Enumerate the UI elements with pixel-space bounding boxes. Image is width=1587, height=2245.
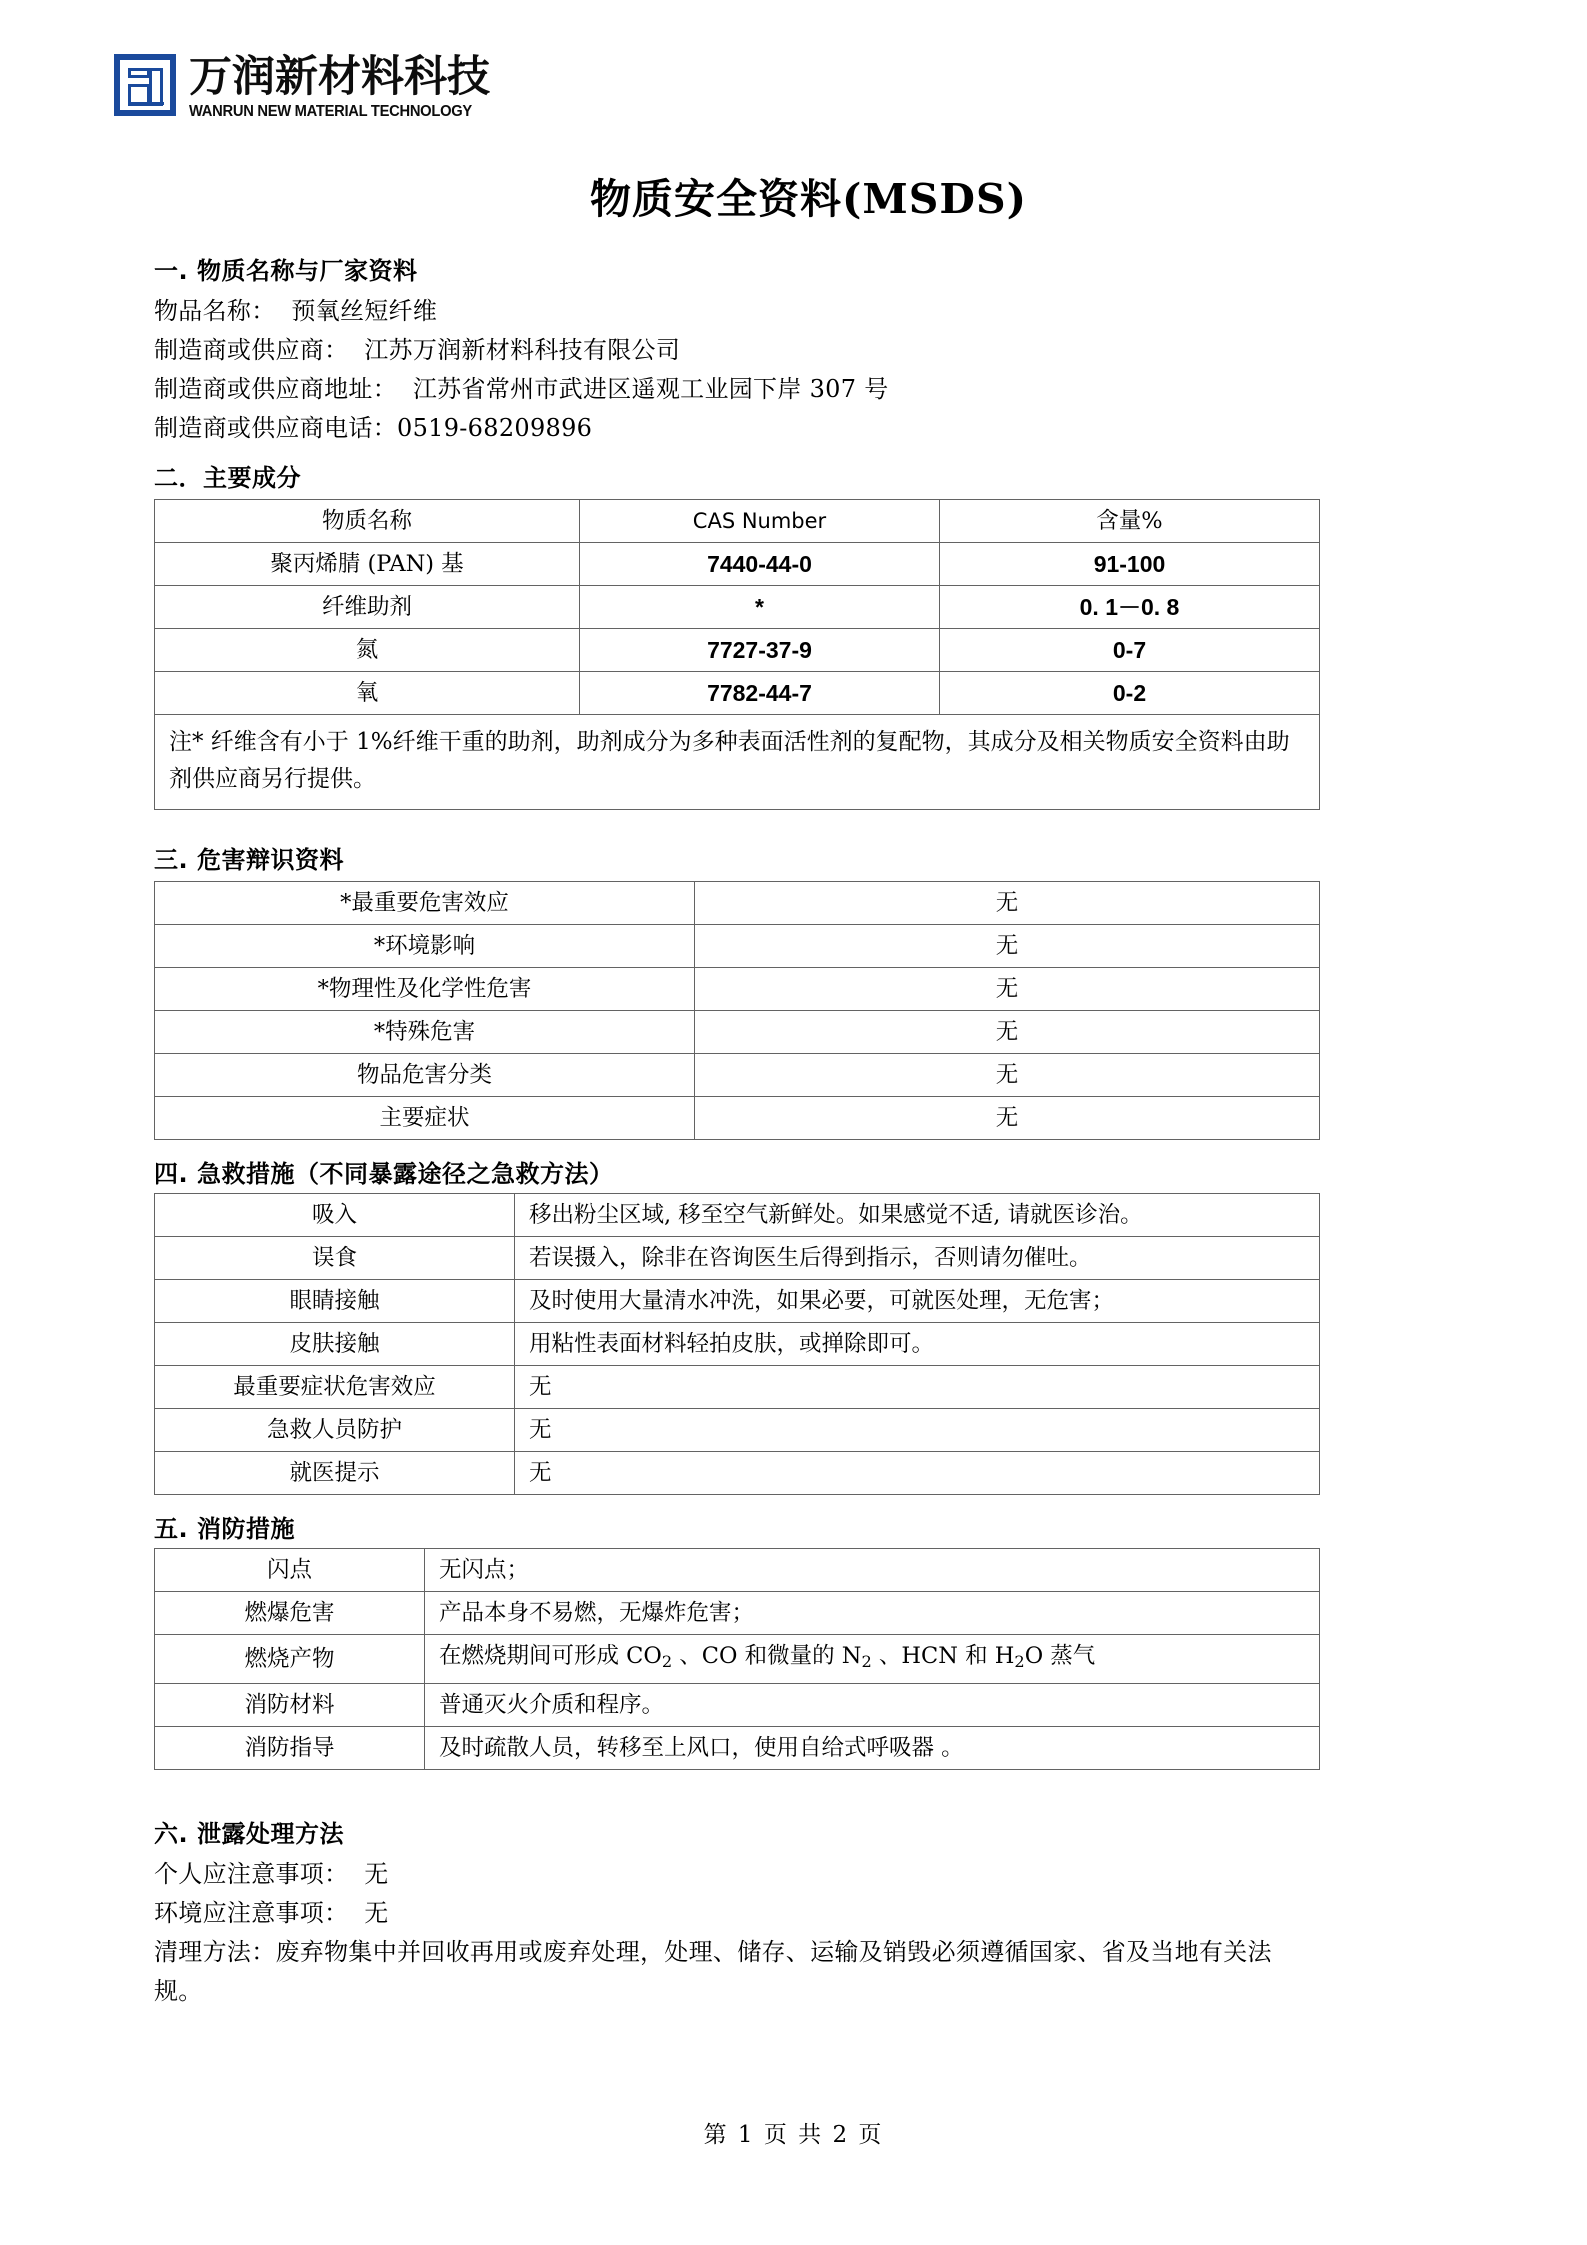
composition-note: 注* 纤维含有小于 1%纤维干重的助剂，助剂成分为多种表面活性剂的复配物，其成分及相关物质安全资料由助剂供应商另行提供。 (155, 715, 1320, 810)
hazard-label: *特殊危害 (155, 1011, 695, 1054)
fire-label: 燃爆危害 (155, 1592, 425, 1635)
hazard-label: *环境影响 (155, 925, 695, 968)
cas-number: 7727-37-9 (580, 629, 940, 672)
fire-value: 无闪点； (425, 1549, 1320, 1592)
combustion-mid-1: 、CO 和微量的 N (672, 1643, 862, 1669)
hazard-label: *最重要危害效应 (155, 882, 695, 925)
table-row (155, 543, 1320, 586)
content-percent: 0-2 (940, 672, 1320, 715)
hazard-value: 无 (695, 1011, 1320, 1054)
content-percent: 0. 1－0. 8 (940, 586, 1320, 629)
fire-label: 消防材料 (155, 1684, 425, 1727)
table-row (155, 1280, 1320, 1323)
table-row (155, 586, 1320, 629)
hazard-label: *物理性及化学性危害 (155, 968, 695, 1011)
table-row (155, 1097, 1320, 1140)
section-1-heading: 一. 物质名称与厂家资料 (154, 257, 418, 285)
first-aid-table (154, 1193, 1320, 1495)
hazard-value: 无 (695, 1097, 1320, 1140)
table-row (155, 1409, 1320, 1452)
subscript-2: 2 (861, 1652, 872, 1672)
manufacturer-address-line: 制造商或供应商地址： 江苏省常州市武进区遥观工业园下岸 307 号 (154, 375, 889, 403)
personal-precautions-line: 个人应注意事项： 无 (154, 1860, 389, 1889)
first-aid-label: 误食 (155, 1237, 515, 1280)
environmental-precautions-line: 环境应注意事项： 无 (154, 1899, 389, 1928)
first-aid-label: 吸入 (155, 1194, 515, 1237)
section-3-heading: 三. 危害辩识资料 (154, 846, 344, 874)
content-percent: 0-7 (940, 629, 1320, 672)
combustion-prefix: 在燃烧期间可形成 CO (439, 1643, 662, 1669)
company-logo (114, 52, 1479, 132)
wanrun-logo-mark-icon (114, 54, 176, 116)
hazard-value: 无 (695, 925, 1320, 968)
table-row (155, 629, 1320, 672)
table-row (155, 672, 1320, 715)
first-aid-label: 眼睛接触 (155, 1280, 515, 1323)
fire-label: 消防指导 (155, 1727, 425, 1770)
substance-name: 纤维助剂 (155, 586, 580, 629)
first-aid-label: 就医提示 (155, 1452, 515, 1495)
combustion-products-value (425, 1635, 1320, 1684)
fire-label: 闪点 (155, 1549, 425, 1592)
logo-chinese-name: 万润新材料科技 (189, 52, 490, 102)
cas-number: 7440-44-0 (580, 543, 940, 586)
logo-english-name: WANRUN NEW MATERIAL TECHNOLOGY (189, 103, 472, 120)
col-header-content: 含量% (940, 500, 1320, 543)
table-row (155, 1323, 1320, 1366)
first-aid-label: 皮肤接触 (155, 1323, 515, 1366)
hazard-value: 无 (695, 1054, 1320, 1097)
hazard-value: 无 (695, 882, 1320, 925)
substance-name: 聚丙烯腈 (PAN) 基 (155, 543, 580, 586)
table-row (155, 1011, 1320, 1054)
table-row (155, 1366, 1320, 1409)
table-row (155, 1054, 1320, 1097)
first-aid-label: 急救人员防护 (155, 1409, 515, 1452)
cas-number: * (580, 586, 940, 629)
page-title: 物质安全资料(MSDS) (590, 175, 1027, 223)
page-footer: 第 1 页 共 2 页 (703, 2122, 884, 2148)
subscript-2: 2 (1014, 1652, 1025, 1672)
fire-value: 产品本身不易燃，无爆炸危害； (425, 1592, 1320, 1635)
col-header-substance: 物质名称 (155, 500, 580, 543)
cleanup-method-line: 清理方法：废弃物集中并回收再用或废弃处理，处理、储存、运输及销毁必须遵循国家、省及当地有关法规。 (154, 1938, 1272, 2006)
manufacturer-phone-line: 制造商或供应商电话：0519-68209896 (154, 414, 593, 442)
substance-name: 氧 (155, 672, 580, 715)
content-percent: 91-100 (940, 543, 1320, 586)
fire-label: 燃烧产物 (155, 1635, 425, 1684)
table-note-row (155, 715, 1320, 810)
table-row (155, 1237, 1320, 1280)
table-row (155, 968, 1320, 1011)
table-row (155, 882, 1320, 925)
hazard-label: 物品危害分类 (155, 1054, 695, 1097)
table-row (155, 925, 1320, 968)
table-header-row (155, 500, 1320, 543)
first-aid-value: 无 (515, 1409, 1320, 1452)
section-2-heading: 二．主要成分 (154, 464, 301, 492)
table-row (155, 1452, 1320, 1495)
first-aid-value: 若误摄入，除非在咨询医生后得到指示，否则请勿催吐。 (515, 1237, 1320, 1280)
hazard-identification-table (154, 881, 1320, 1140)
combustion-mid-3: O 蒸气 (1024, 1643, 1096, 1669)
table-row (155, 1549, 1320, 1592)
first-aid-label: 最重要症状危害效应 (155, 1366, 515, 1409)
table-row (155, 1727, 1320, 1770)
subscript-2: 2 (661, 1652, 673, 1672)
composition-table (154, 499, 1320, 810)
fire-value: 普通灭火介质和程序。 (425, 1684, 1320, 1727)
logo-text (189, 52, 490, 122)
table-row (155, 1592, 1320, 1635)
substance-name: 氮 (155, 629, 580, 672)
first-aid-value: 及时使用大量清水冲洗，如果必要，可就医处理，无危害； (515, 1280, 1320, 1323)
first-aid-value: 无 (515, 1366, 1320, 1409)
table-row (155, 1194, 1320, 1237)
section-5-heading: 五. 消防措施 (154, 1515, 295, 1543)
section-6-heading: 六. 泄露处理方法 (154, 1820, 344, 1849)
table-row (155, 1635, 1320, 1684)
first-aid-value: 移出粉尘区域, 移至空气新鲜处。如果感觉不适, 请就医诊治。 (515, 1194, 1320, 1237)
combustion-mid-2: 、HCN 和 H (871, 1643, 1015, 1669)
section-4-heading: 四. 急救措施（不同暴露途径之急救方法） (154, 1160, 614, 1188)
hazard-label: 主要症状 (155, 1097, 695, 1140)
manufacturer-line: 制造商或供应商： 江苏万润新材料科技有限公司 (154, 336, 681, 364)
fire-value: 及时疏散人员，转移至上风口，使用自给式呼吸器 。 (425, 1727, 1320, 1770)
product-name-line: 物品名称： 预氧丝短纤维 (154, 297, 438, 325)
table-row (155, 1684, 1320, 1727)
first-aid-value: 无 (515, 1452, 1320, 1495)
col-header-cas: CAS Number (580, 500, 940, 543)
hazard-value: 无 (695, 968, 1320, 1011)
cas-number: 7782-44-7 (580, 672, 940, 715)
fire-fighting-table (154, 1548, 1320, 1770)
first-aid-value: 用粘性表面材料轻拍皮肤，或掸除即可。 (515, 1323, 1320, 1366)
